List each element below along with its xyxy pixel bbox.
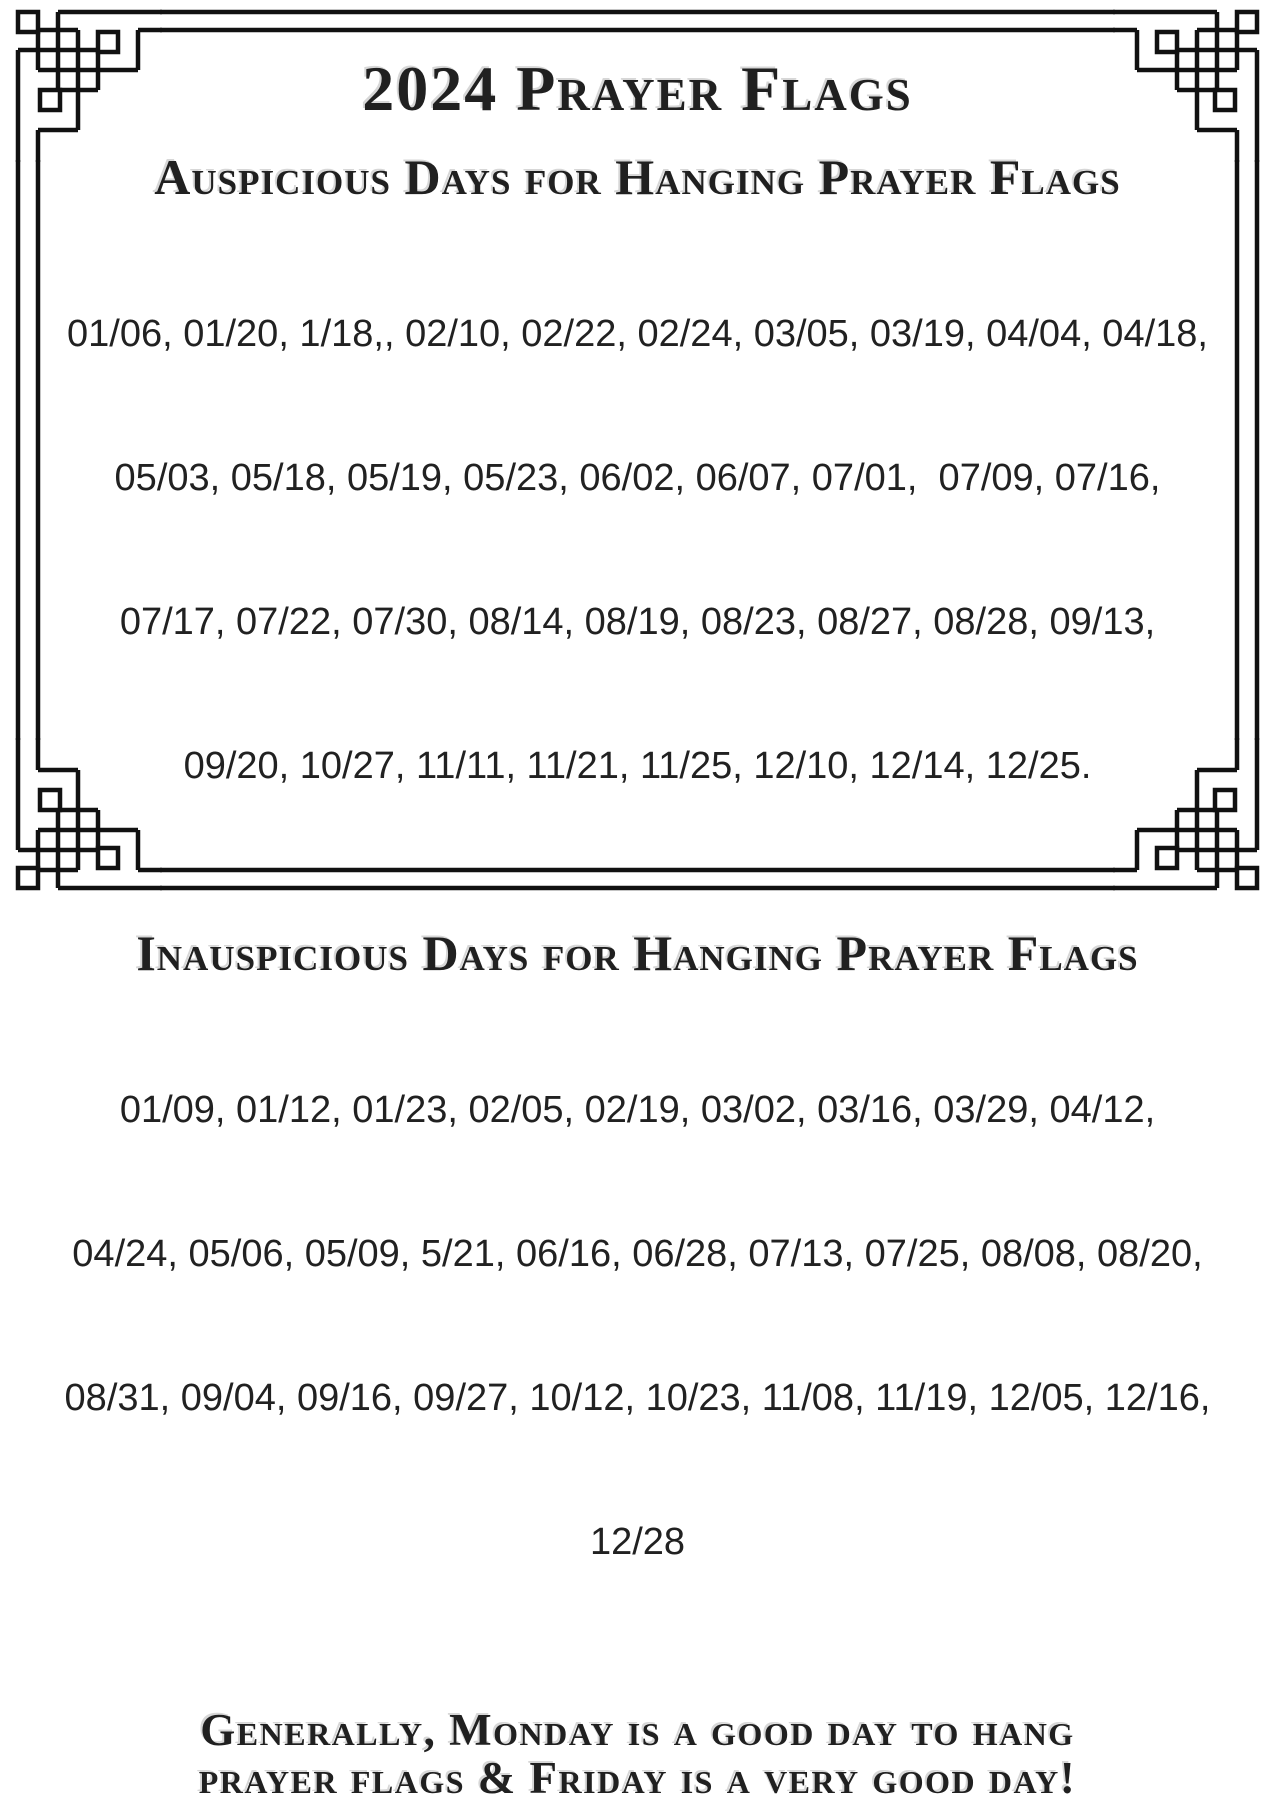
- date-line: 01/06, 01/20, 1/18,, 02/10, 02/22, 02/24, 03/05, 03/19, 04/04, 04/18,: [67, 313, 1208, 355]
- date-line: 12/28: [589, 1521, 686, 1563]
- date-line: 07/17, 07/22, 07/30, 08/14, 08/19, 08/23, 08/27, 08/28, 09/13,: [119, 601, 1156, 643]
- page-title: 2024 Prayer Flags: [362, 53, 913, 124]
- footer-line: Generally, Monday is a good day to hang: [200, 1705, 1075, 1755]
- date-line: 09/20, 10/27, 11/11, 11/21, 11/25, 12/10, 12/14, 12/25.: [183, 745, 1092, 787]
- inauspicious-section: [65, 886, 1211, 1662]
- footer-note: [199, 1706, 1077, 1800]
- inauspicious-heading: Inauspicious Days for Hanging Prayer Flags: [136, 925, 1139, 981]
- auspicious-dates: [67, 214, 1208, 886]
- auspicious-section: [67, 148, 1208, 886]
- auspicious-heading: Auspicious Days for Hanging Prayer Flags: [154, 149, 1121, 205]
- date-line: 04/24, 05/06, 05/09, 5/21, 06/16, 06/28, 07/13, 07/25, 08/08, 08/20,: [72, 1233, 1203, 1275]
- date-line: 01/09, 01/12, 01/23, 02/05, 02/19, 03/02, 03/16, 03/29, 04/12,: [119, 1089, 1156, 1131]
- date-line: 05/03, 05/18, 05/19, 05/23, 06/02, 06/07, 07/01, 07/09, 07/16,: [114, 457, 1161, 499]
- inauspicious-dates: [65, 990, 1211, 1662]
- date-line: 08/31, 09/04, 09/16, 09/27, 10/12, 10/23, 11/08, 11/19, 12/05, 12/16,: [64, 1377, 1211, 1419]
- footer-line: prayer flags & Friday is a very good day!: [198, 1753, 1077, 1800]
